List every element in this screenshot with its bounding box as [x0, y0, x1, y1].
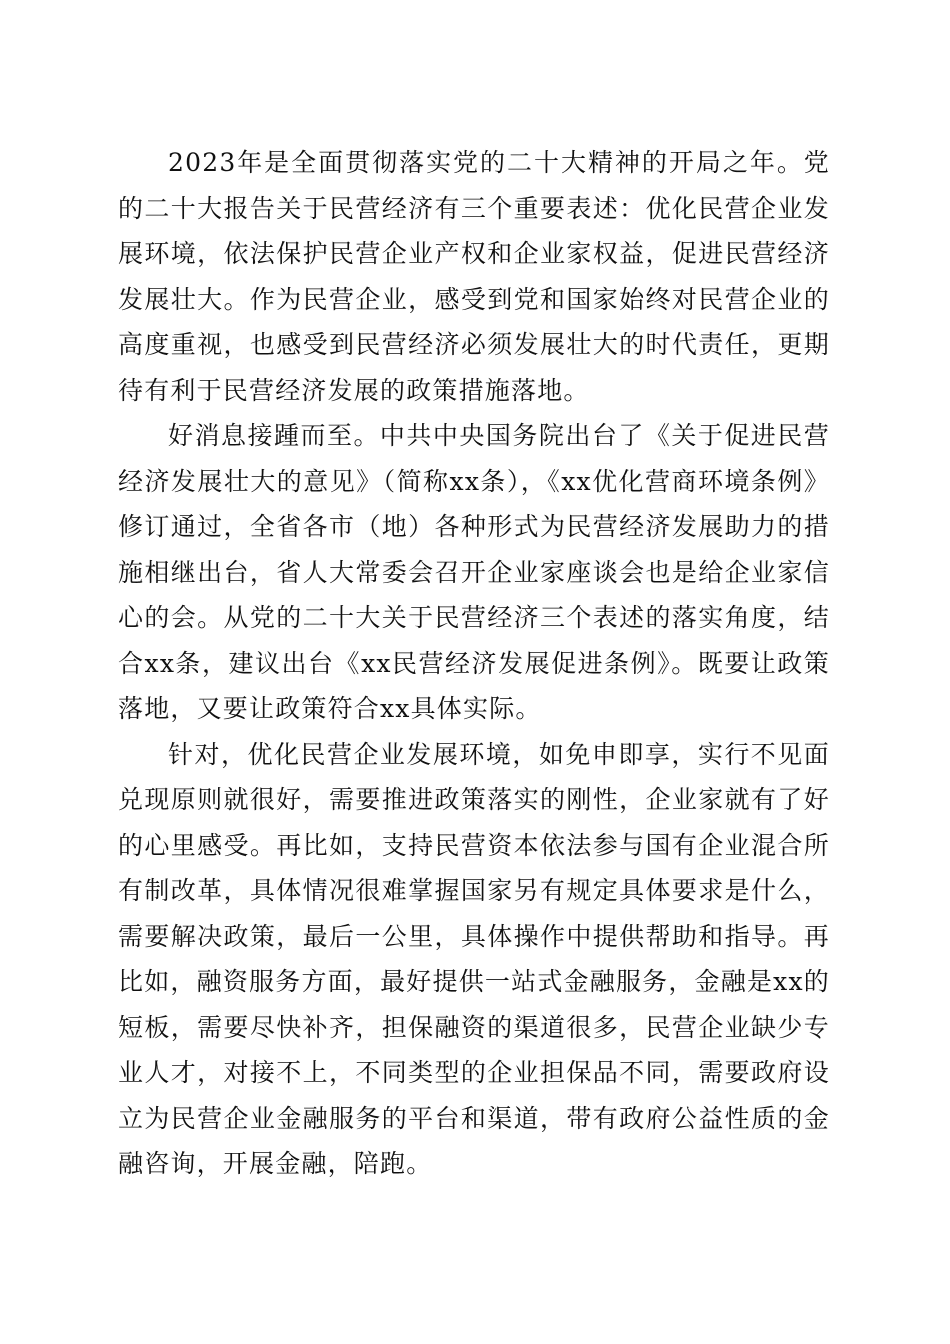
document-body: [118, 140, 830, 1187]
paragraph-2: 好消息接踵而至。中共中央国务院出台了《关于促进民营经济发展壮大的意见》（简称xx条），《xx优化营商环境条例》修订通过，全省各市（地）各种形式为民营经济发展助力的措施相继出台，省人大常委会召开企业家座谈会也是给企业家信心的会。从党的二十大关于民营经济三个表述的落实角度，结合xx条，建议出台《xx民营经济发展促进条例》。既要让政策落地，又要让政策符合xx具体实际。: [118, 421, 830, 723]
paragraph-3: 针对，优化民营企业发展环境，如免申即享，实行不见面兑现原则就很好，需要推进政策落实的刚性，企业家就有了好的心里感受。再比如，支持民营资本依法参与国有企业混合所有制改革，具体情况很难掌握国家另有规定具体要求是什么，需要解决政策，最后一公里，具体操作中提供帮助和指导。再比如，融资服务方面，最好提供一站式金融服务，金融是xx的短板，需要尽快补齐，担保融资的渠道很多，民营企业缺少专业人才，对接不上，不同类型的企业担保品不同，需要政府设立为民营企业金融服务的平台和渠道，带有政府公益性质的金融咨询，开展金融，陪跑。: [118, 739, 830, 1178]
paragraph-1: 2023年是全面贯彻落实党的二十大精神的开局之年。党的二十大报告关于民营经济有三个重要表述：优化民营企业发展环境，依法保护民营企业产权和企业家权益，促进民营经济发展壮大。作为民营企业，感受到党和国家始终对民营企业的高度重视，也感受到民营经济必须发展壮大的时代责任，更期待有利于民营经济发展的政策措施落地。: [118, 148, 830, 405]
